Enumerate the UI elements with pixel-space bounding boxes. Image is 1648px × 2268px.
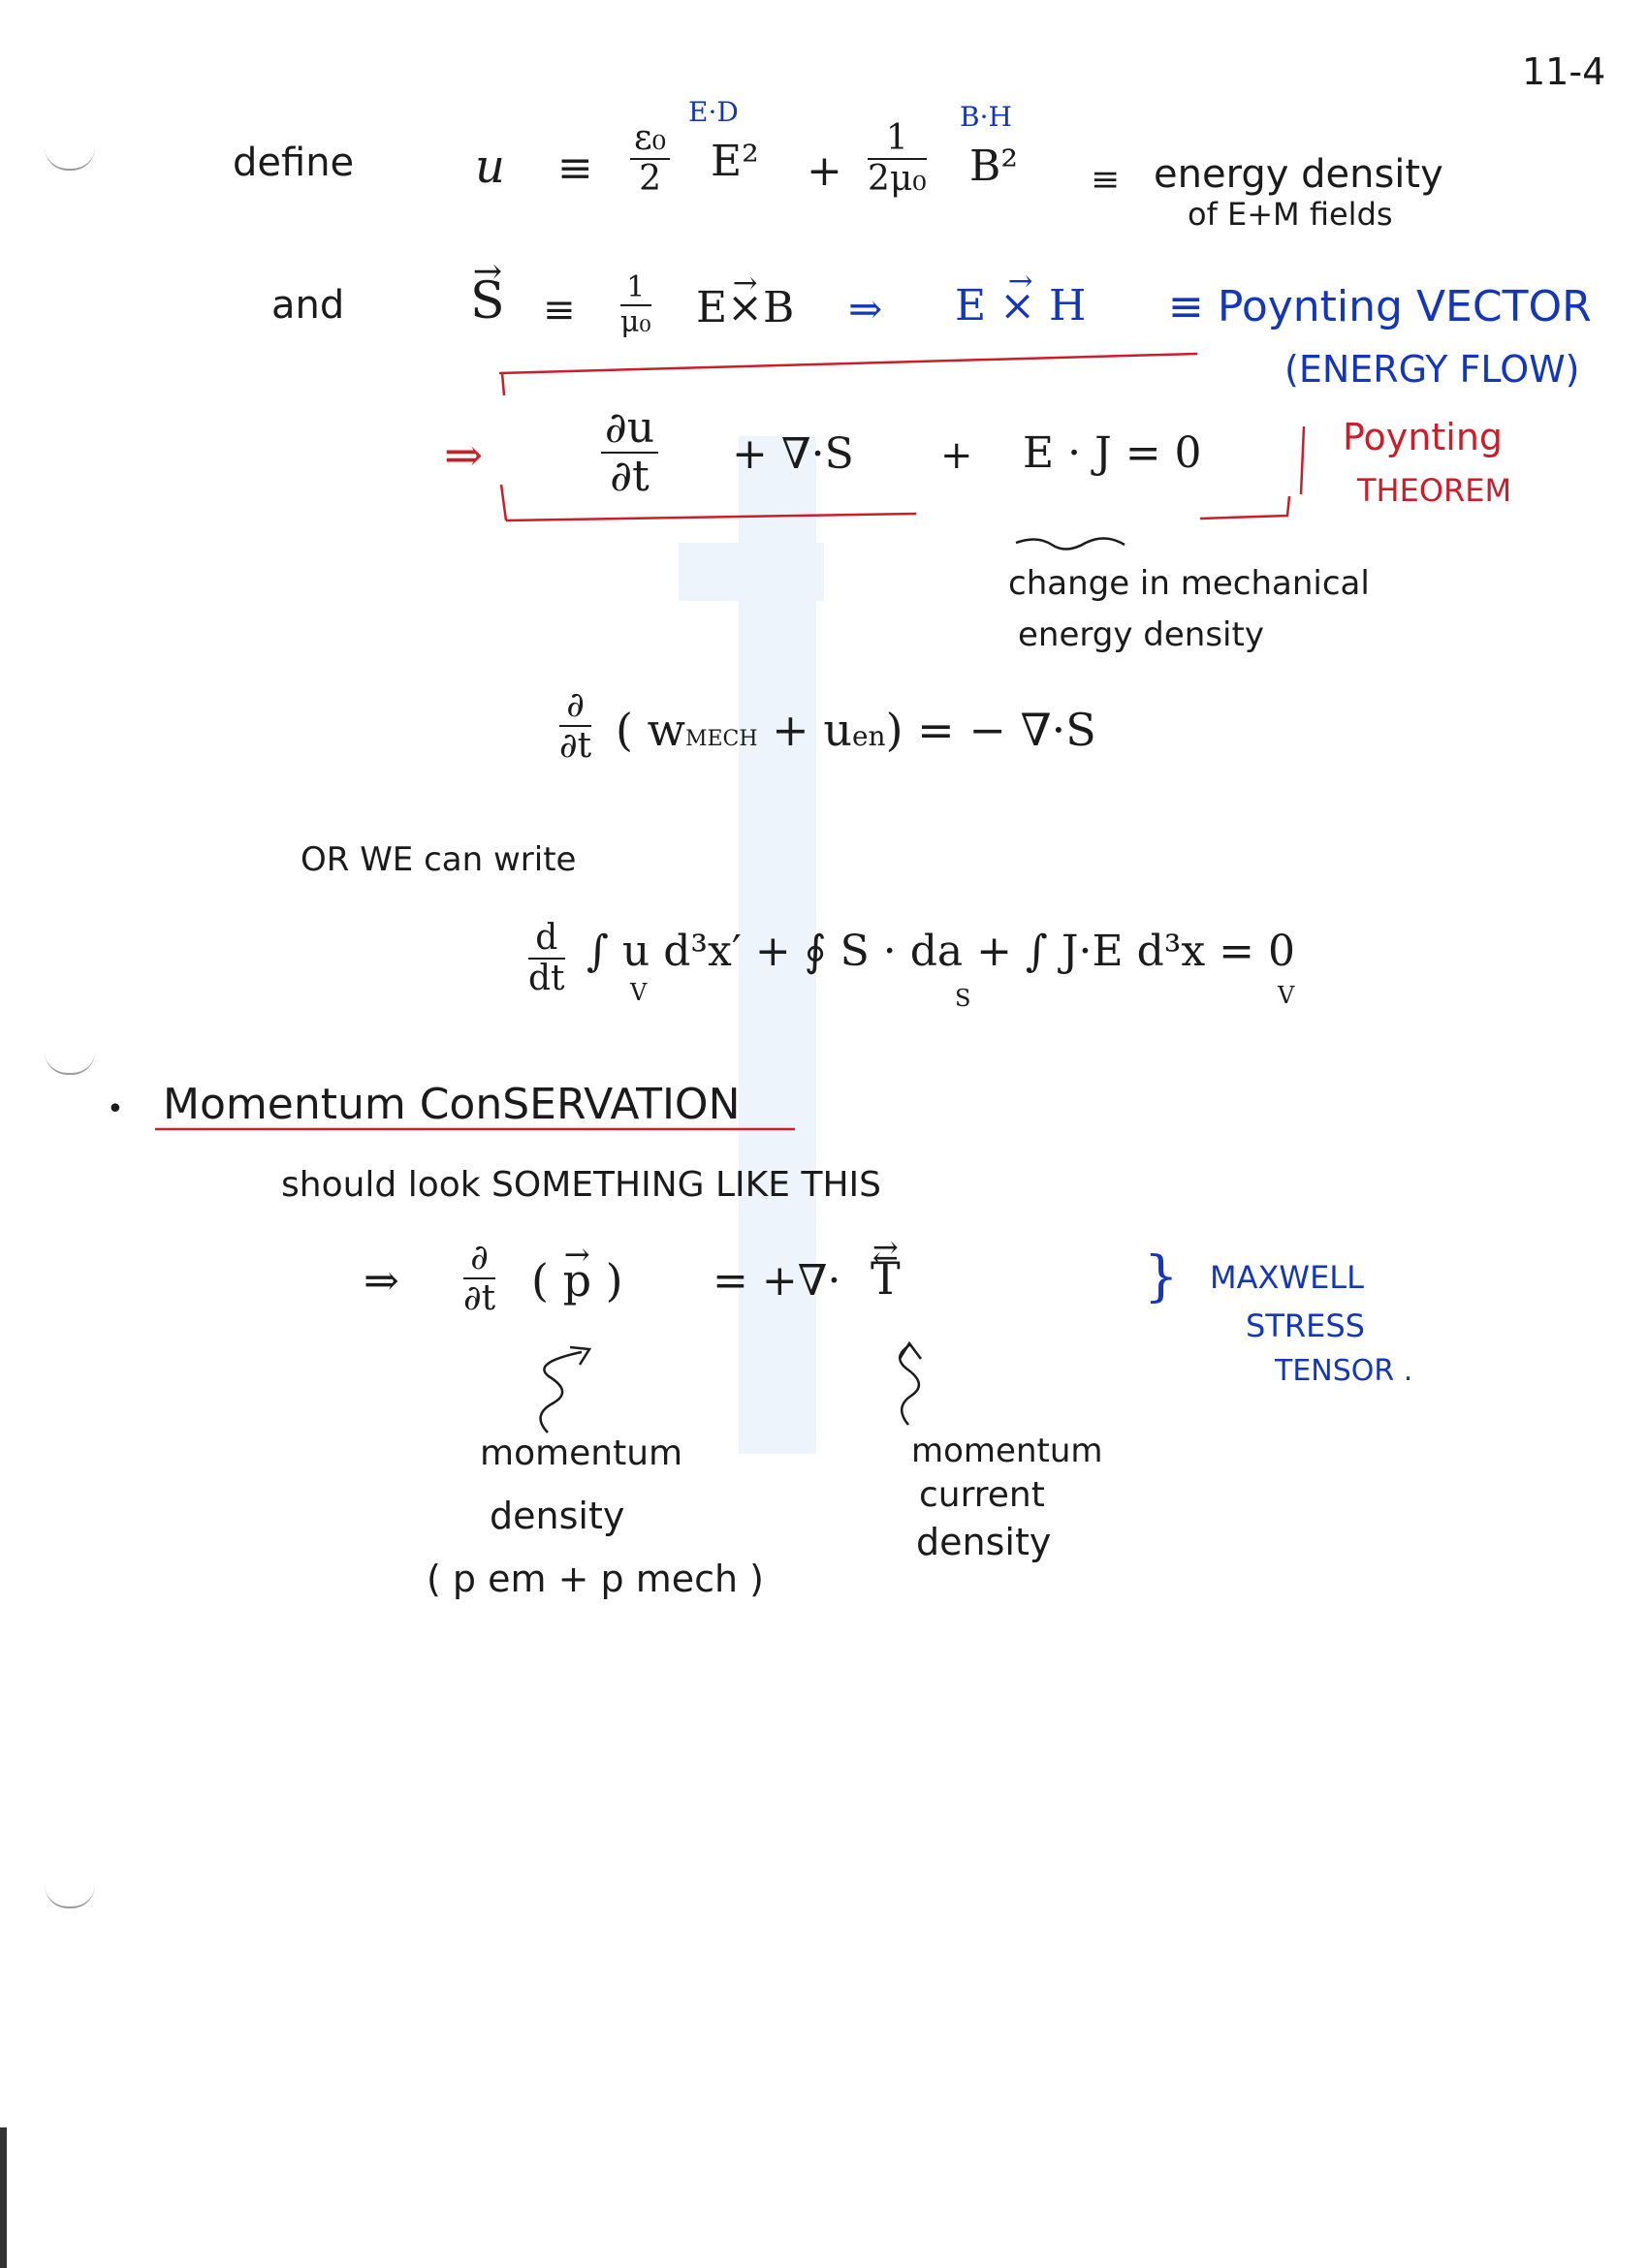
momentum-density-label: momentum <box>480 1433 683 1473</box>
plus-sign-theorem: + <box>940 433 973 478</box>
current-squiggle-arrow <box>900 1345 919 1425</box>
sub-V1: V <box>630 979 648 1006</box>
integral-equation: ∫ u d³x′ + ∮ S · da + ∫ J·E d³x = 0 <box>586 927 1296 976</box>
mechanical-annotation-2: energy density <box>1018 615 1264 654</box>
one-over-mu0: $\frac{1}{\text{μ₀}}$ <box>620 270 651 339</box>
current-density-label: density <box>916 1521 1052 1563</box>
density-squiggle-arrow <box>541 1352 582 1433</box>
plus-sign: + <box>807 146 842 196</box>
S-vector-symbol: → S <box>470 276 505 327</box>
brace: } <box>1144 1245 1179 1308</box>
theorem-box-bottom <box>506 514 916 520</box>
energy-density-label-2: of E+M fields <box>1188 196 1393 233</box>
define-word: define <box>233 141 355 185</box>
momentum-implies: ⇒ <box>364 1256 399 1306</box>
annotation-squiggle <box>1016 538 1125 549</box>
p-vector-term: → ( p ) <box>531 1258 623 1303</box>
E-dot-J-term: E · J = 0 <box>1023 428 1202 478</box>
mechanical-annotation: change in mechanical <box>1008 564 1370 603</box>
div-S-term: + ∇·S <box>732 429 854 479</box>
B-squared: B² <box>969 142 1018 191</box>
div-T-term: = +∇· <box>713 1256 841 1306</box>
E-cross-B: → E×B <box>696 287 794 330</box>
E-cross-H: → E × H <box>955 285 1086 328</box>
continuity-equation: ( wMECH + uen) = − ∇·S <box>616 704 1096 756</box>
momentum-intro: should look SOMETHING LIKE THIS <box>281 1165 881 1205</box>
energy-density-label: energy density <box>1154 152 1443 197</box>
d-dt-fraction: $\frac{\partial}{\partial t}$ <box>559 685 592 766</box>
theorem-box-bottom-right <box>1200 496 1289 519</box>
eps-fraction: $\frac{\text{ε₀}}{2}$ <box>630 121 670 197</box>
E-squared: E² <box>711 137 759 186</box>
implies-arrow: ⇒ <box>848 285 883 332</box>
poynting-vector-label: ≡ Poynting VECTOR <box>1168 282 1592 331</box>
p-em-plus-p-mech: ( p em + p mech ) <box>427 1558 764 1600</box>
T-tensor: ⇄ T <box>871 1256 901 1301</box>
momentum-heading: Momentum ConSERVATION <box>163 1080 741 1129</box>
page-number: 11-4 <box>1522 50 1606 93</box>
E-dot-D-annotation: E·D <box>688 96 739 128</box>
tensor-label: TENSOR . <box>1275 1354 1413 1388</box>
theorem-label: THEOREM <box>1357 472 1512 509</box>
maxwell-label: MAXWELL <box>1210 1259 1364 1296</box>
theorem-implies: ⇒ <box>444 428 484 483</box>
density-arrowhead <box>570 1347 589 1365</box>
sub-S: S <box>955 985 971 1012</box>
equiv-sign: ≡ <box>557 143 593 193</box>
energy-flow-label: (ENERGY FLOW) <box>1284 348 1580 391</box>
u-symbol: u <box>475 140 505 194</box>
current-label: current <box>919 1475 1045 1515</box>
bullet: • <box>107 1092 124 1126</box>
equiv-sign-3: ≡ <box>543 288 576 332</box>
theorem-box-left <box>501 373 506 520</box>
and-word: and <box>271 283 345 328</box>
poynting-theorem-label: Poynting <box>1343 416 1504 458</box>
theorem-box-top <box>499 354 1197 373</box>
sub-V2: V <box>1278 982 1295 1009</box>
momentum-current-label: momentum <box>911 1432 1103 1470</box>
integral-d-dt: $\frac{d}{dt}$ <box>528 918 565 998</box>
momentum-d-dt: $\frac{\partial}{\partial t}$ <box>463 1238 496 1318</box>
equiv-sign-2: ≡ <box>1091 160 1121 200</box>
B-dot-H-annotation: B·H <box>960 101 1012 133</box>
density-label: density <box>490 1495 625 1537</box>
integral-intro: OR WE can write <box>301 840 577 879</box>
theorem-label-divider <box>1301 426 1304 494</box>
du-dt-fraction: $\frac{\partial u}{\partial t}$ <box>601 407 658 498</box>
mu-fraction: $\frac{1}{\text{2μ₀}}$ <box>868 118 927 199</box>
stress-label: STRESS <box>1246 1307 1365 1344</box>
